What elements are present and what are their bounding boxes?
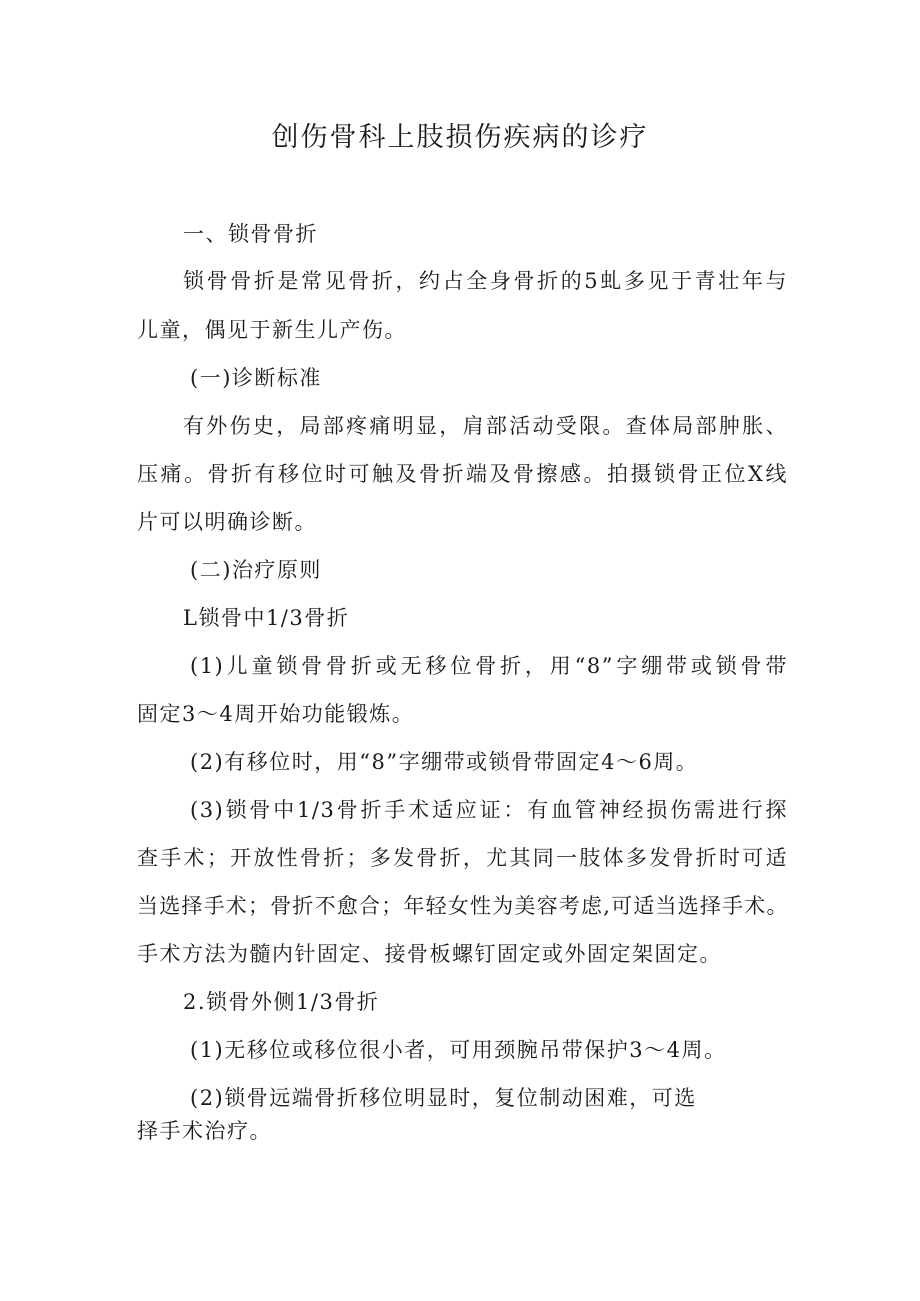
document-title: 创伤骨科上肢损伤疾病的诊疗 bbox=[271, 122, 649, 153]
paragraph-line: 有外伤史，局部疼痛明显，肩部活动受限。查体局部肿胀、 bbox=[183, 414, 788, 438]
paragraph-line: 儿童，偶见于新生儿产伤。 bbox=[137, 318, 407, 342]
paragraph-line: (1)无移位或移位很小者，可用颈腕吊带保护3〜4周。 bbox=[190, 1038, 727, 1062]
paragraph-line: (2)锁骨远端骨折移位明显时，复位制动困难，可选 bbox=[190, 1086, 697, 1110]
paragraph-line: 当选择手术；骨折不愈合；年轻女性为美容考虑,可适当选择手术。 bbox=[137, 894, 788, 918]
paragraph-line: 手术方法为髓内针固定、接骨板螺钉固定或外固定架固定。 bbox=[137, 942, 722, 966]
section-heading-clavicle-fracture: 一、锁骨骨折 bbox=[183, 222, 318, 246]
paragraph-line: 压痛。骨折有移位时可触及骨折端及骨擦感。拍摄锁骨正位X线 bbox=[137, 462, 788, 486]
list-heading-middle-third: L锁骨中1/3骨折 bbox=[183, 606, 350, 630]
paragraph-line: (3)锁骨中1/3骨折手术适应证：有血管神经损伤需进行探 bbox=[190, 798, 788, 822]
paragraph-line: 查手术；开放性骨折；多发骨折，尤其同一肢体多发骨折时可适 bbox=[137, 846, 788, 870]
paragraph-line: (2)有移位时，用“8”字绷带或锁骨带固定4〜6周。 bbox=[190, 750, 699, 774]
paragraph-line: 锁骨骨折是常见骨折，约占全身骨折的5虬多见于青壮年与 bbox=[183, 269, 788, 293]
paragraph-line: 固定3〜4周开始功能锻炼。 bbox=[137, 702, 415, 726]
subsection-heading-diagnosis: (一)诊断标准 bbox=[190, 366, 322, 390]
paragraph-line: 择手术治疗。 bbox=[137, 1119, 272, 1143]
list-heading-lateral-third: 2.锁骨外侧1/3骨折 bbox=[183, 990, 380, 1014]
paragraph-line: 片可以明确诊断。 bbox=[137, 510, 317, 534]
paragraph-line: (1)儿童锁骨骨折或无移位骨折，用“8”字绷带或锁骨带 bbox=[190, 654, 788, 678]
subsection-heading-treatment: (二)治疗原则 bbox=[190, 558, 322, 582]
